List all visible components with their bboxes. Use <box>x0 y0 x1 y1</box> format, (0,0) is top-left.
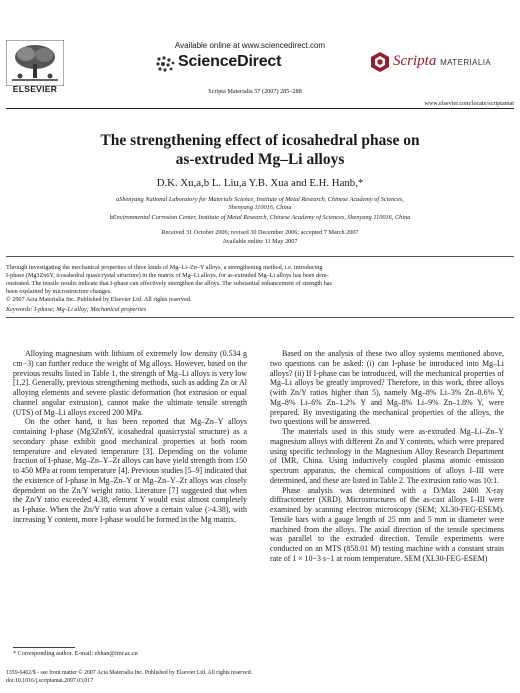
copyright-line: © 2007 Acta Materialia Inc. Published by Elsevier Ltd. All rights reserved. <box>6 296 192 303</box>
journal-url[interactable]: www.elsevier.com/locate/scriptamat <box>424 100 514 107</box>
sciencedirect-dots-icon <box>155 55 177 73</box>
abstract <box>6 264 514 304</box>
article-title <box>60 131 460 169</box>
abstract-line-1: Through investigating the mechanical properties of three kinds of Mg–Li–Zn–Y alloys, a strengthening method, i.e. introducing <box>6 264 323 271</box>
doi-line[interactable]: doi:10.1016/j.scriptamat.2007.03.017 <box>6 677 94 684</box>
header-divider <box>6 108 514 109</box>
footnote-divider <box>13 647 75 648</box>
scripta-logo-text <box>393 53 491 70</box>
abstract-line-3: onstrated. The tensile results indicate that I-phase can effectively strengthen the alloys. The substantial enhancement of strength has <box>6 280 332 287</box>
affiliation-a-line-2: Shenyang 110016, China <box>228 204 292 212</box>
available-online-text: Available online at www.sciencedirect.com <box>174 41 326 50</box>
body-paragraph: The materials used in this study were as-extruded Mg–Li–Zn–Y magnesium alloys with different Zn and Y contents, which were prepared using specific technology in the Magnesium Alloy Research Department of IMR, China. Using inductively coupled plasma atomic emission spectrum apparatus, the chemical compositions of alloys I–III were determined, and these are listed in Table 2. The extrusion ratio was 10:1. <box>270 427 504 485</box>
issn-doi-block <box>6 670 406 685</box>
title-line-1: The strengthening effect of icosahedral phase on <box>100 132 420 149</box>
scripta-logo-main: Scripta <box>393 53 437 69</box>
article-dates <box>60 229 460 246</box>
affiliation-b: bEnvironmental Corrosion Center, Institute of Metal Research, Chinese Academy of Sciences, Shenyang 110016, China <box>109 214 411 221</box>
abstract-line-4: been explained by microstructure changes. <box>6 288 112 295</box>
abstract-top-divider <box>6 256 514 257</box>
corresponding-author-footnote: * Corresponding author. E-mail: ehhan@imr.ac.cn <box>13 650 138 657</box>
publisher-name: ELSEVIER <box>12 84 58 94</box>
journal-citation: Scripta Materialia 57 (2007) 285–288 <box>208 88 302 95</box>
sciencedirect-logo-text: ScienceDirect <box>178 53 282 70</box>
scripta-logo-icon <box>370 51 390 73</box>
body-paragraph: On the other hand, it has been reported that Mg–Zn–Y alloys containing I-phase (Mg3Zn6Y, icosahedral quasicrystal structure) as a secondary phase exhibit good mechanical properties at both room temperature and elevated temperature [3]. Depending on the volume fraction of I-phase, Mg–Zn–Y–Zr alloys can have yield strength from 150 to 450 MPa at room temperature [4]. Previous studies [5–9] indicated that the existence of I-phase in Mg–Zn–Y or Mg–Zn–Y–Zr alloys was closely dependent on the Zn/Y weight ratio. Literature [7] suggested that when the Zn/Y ratio exceeded 4.38, element Y would exist almost completely as I-phase. When the Zn/Y ratio was above a certain value (>4.38), with increasing Y content, more I-phase would be formed in the Mg matrix. <box>13 417 247 524</box>
body-paragraph: Based on the analysis of these two alloy systems mentioned above, two questions can be asked: (i) can I-phase be introduced into Mg–Li alloys? (ii) If I-phase can be introduced, will the mechanical properties of Mg–Li alloys be greatly improved? Therefore, in this work, three alloys (with Zn/Y ratios higher than 5), namely Mg–8% Li–3% Zn–0.6% Y, Mg–8% Li–6% Zn–1.2% Y and Mg–8% Li–9% Zn–1.8% Y, were prepared. By investigating the mechanical properties of the alloys, the two questions will be answered. <box>270 349 504 427</box>
elsevier-tree-logo <box>6 40 64 88</box>
keywords: Keywords: I-phase; Mg–Li alloy; Mechanical properties <box>6 306 147 313</box>
body-paragraph: Phase analysis was determined with a D/Max 2400 X-ray diffractometer (XRD). Microstructures of the as-cast alloys I–III were examined by scanning electron microscopy (SEM; XL30-FEG-ESEM). Tensile bars with a gauge length of 25 mm and 5 mm in diameter were machined from the alloys. The axial direction of the tensile specimens was parallel to the extruded direction. Tensile experiments were conducted on an MTS (858.01 M) testing machine with a constant strain rate of 1 × 10−3 s−1 at room temperature. SEM (XL30-FEG-ESEM) <box>270 485 504 563</box>
abstract-line-2: I-phase (Mg3Zn6Y, icosahedral quasicrystal structure) in the matrix of Mg–Li alloys, for as-extruded Mg–Li alloys has been dem- <box>6 272 329 279</box>
body-column-left <box>13 349 247 525</box>
affiliation-a <box>30 196 490 213</box>
abstract-bottom-divider <box>6 317 514 318</box>
received-dates: Received 31 October 2006; revised 30 December 2006; accepted 7 March 2007 <box>161 229 359 236</box>
scripta-logo-sub: MATERIALIA <box>440 58 492 67</box>
body-column-right <box>270 349 504 564</box>
available-date: Available online 11 May 2007 <box>222 237 298 245</box>
affiliation-a-line-1: aShenyang National Laboratory for Materials Science, Institute of Metal Research, Chinese Academy of Sciences, <box>116 196 404 203</box>
author-list: D.K. Xu,a,b L. Liu,a Y.B. Xua and E.H. Hanb,* <box>156 177 364 189</box>
title-line-2: as-extruded Mg–Li alloys <box>175 151 345 168</box>
body-paragraph: Alloying magnesium with lithium of extremely low density (0.534 g cm−3) can further reduce the weight of Mg alloys. However, based on the previous results listed in Table 1, the strength of Mg–Li alloys is very low [1,2]. Generally, previous strengthening methods, such as adding Zn or Al alloying elements and severe plastic deformation (hot extrusion or equal channel angular extrusion), cannot make the ultimate tensile strength (UTS) of Mg–Li alloys exceed 200 MPa. <box>13 349 247 417</box>
issn-line: 1359-6462/$ - see front matter © 2007 Acta Materialia Inc. Published by Elsevier Ltd. All rights reserved. <box>6 670 253 676</box>
